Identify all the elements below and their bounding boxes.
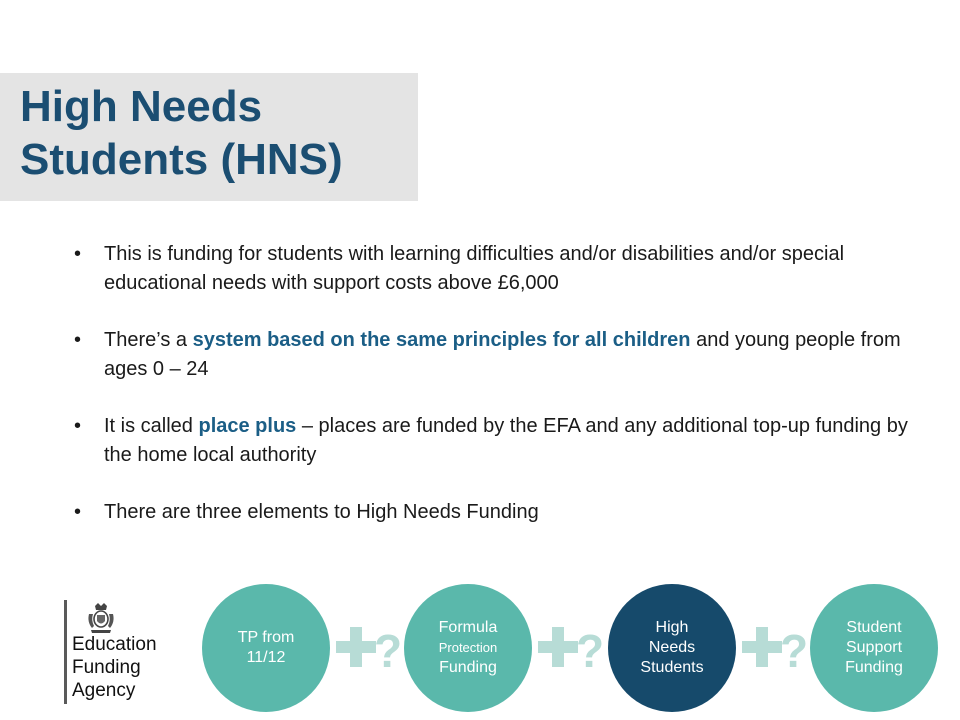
bullet-text-post: – places are funded by the EFA and any additional top-up funding by the home local authority — [104, 415, 908, 466]
circle-text: Protection — [438, 640, 498, 655]
flow-circle-student-support — [810, 584, 938, 712]
bullet-text-pre: It is called — [104, 415, 199, 437]
title-line-1: High Needs — [20, 82, 263, 131]
bullet-highlight: system based on the same principles for all children — [192, 329, 691, 351]
plus-question-connector — [740, 621, 812, 673]
logo-line-3: Agency — [72, 680, 136, 701]
circle-text: TP from — [237, 629, 295, 646]
connector-question: ? — [576, 625, 605, 673]
bullet-item — [74, 326, 924, 384]
flow-circle-formula-protection — [404, 584, 532, 712]
flow-circle-high-needs — [608, 584, 736, 712]
circle-text: Formula — [438, 619, 498, 636]
bullet-text-pre: There’s a — [104, 329, 193, 351]
logo-line-1: Education — [72, 634, 157, 655]
connector-question: ? — [780, 625, 809, 673]
circle-text: Funding — [845, 659, 903, 676]
circle-text: Funding — [439, 659, 497, 676]
bullet-text-post: and young people from ages 0 – 24 — [104, 329, 901, 380]
bullet-text: This is funding for students with learning difficulties and/or disabilities and/or special educational needs with support costs above £6,000 — [104, 243, 845, 294]
logo-line-2: Funding — [72, 657, 141, 678]
circle-text: Students — [640, 659, 704, 676]
circle-text: Student — [846, 619, 902, 636]
bullet-item — [74, 240, 924, 298]
bullet-highlight: place plus — [198, 415, 297, 437]
bullet-text: There are three elements to High Needs Funding — [104, 501, 539, 523]
royal-crest-icon — [86, 602, 116, 634]
plus-question-connector — [536, 621, 608, 673]
circle-text: Needs — [648, 639, 696, 656]
plus-horizontal — [742, 641, 782, 653]
bullet-list — [74, 240, 924, 555]
bullet-item — [74, 412, 924, 470]
circle-text: High — [655, 619, 689, 636]
flow-circle-tp — [202, 584, 330, 712]
logo-name — [72, 633, 157, 702]
circle-text: Support — [845, 639, 903, 656]
circle-text: 11/12 — [246, 649, 286, 666]
connector-question: ? — [374, 625, 403, 673]
plus-horizontal — [538, 641, 578, 653]
slide-title — [20, 80, 343, 186]
title-line-2: Students (HNS) — [20, 135, 343, 184]
plus-horizontal — [336, 641, 376, 653]
logo-bar — [64, 600, 67, 704]
bullet-item — [74, 498, 924, 527]
plus-question-connector — [334, 621, 406, 673]
efa-logo — [64, 600, 164, 704]
